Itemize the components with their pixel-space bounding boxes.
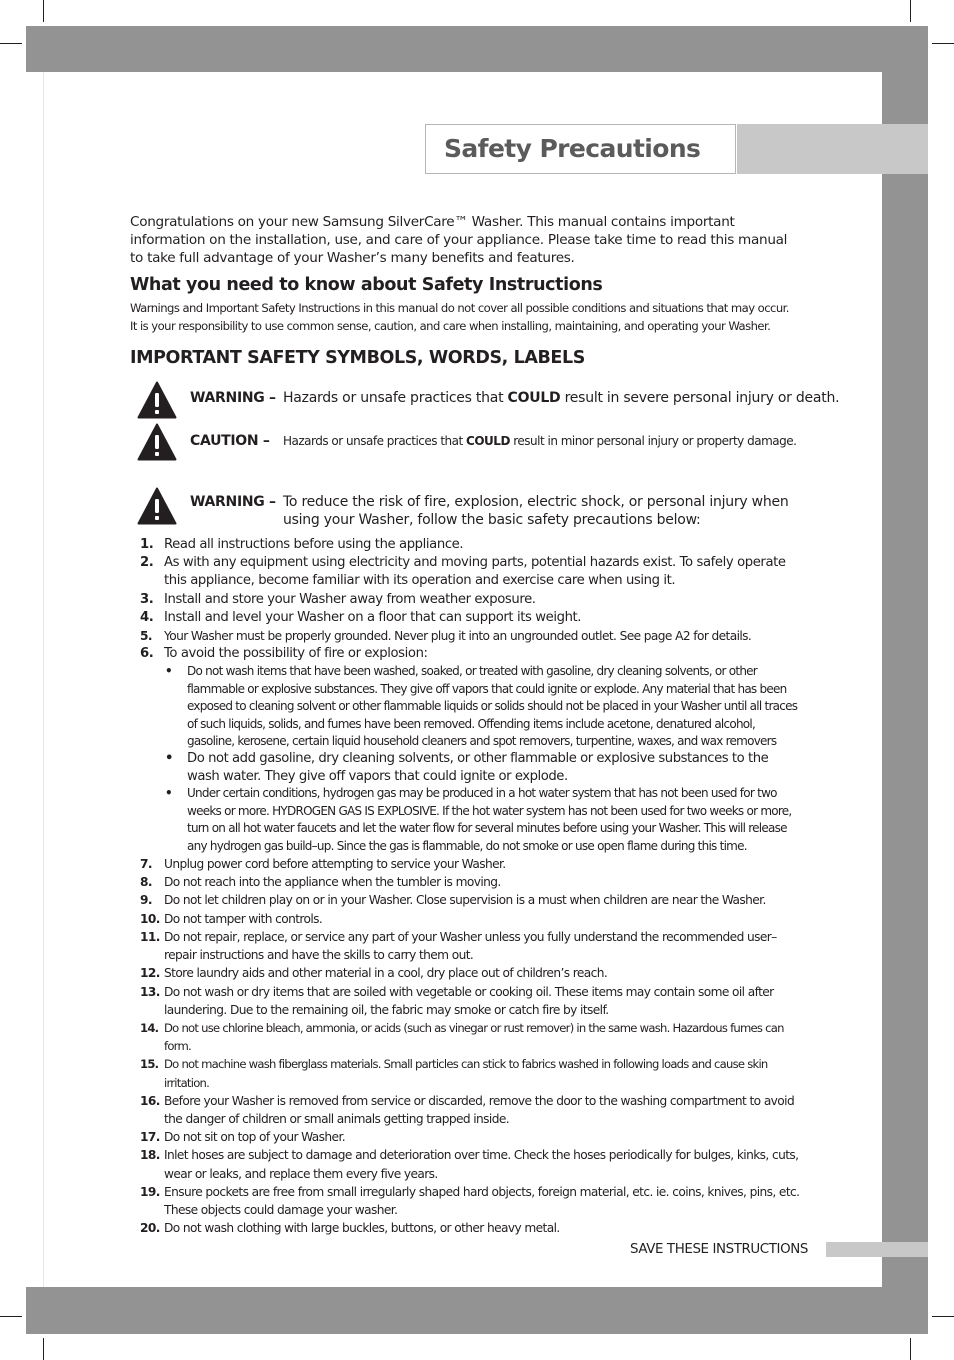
crop-mark <box>932 1316 954 1317</box>
safety-instructions-line-2: It is your responsibility to use common sense, caution, and care when installing, maintaining, and operating your Washer. <box>130 319 771 333</box>
symbol-desc-emphasis: COULD <box>466 434 510 448</box>
item-number: 12. <box>140 966 160 981</box>
safety-precautions-list <box>140 536 800 1237</box>
item-number: 3. <box>140 591 154 607</box>
crop-mark <box>43 1338 44 1360</box>
list-item <box>140 910 800 928</box>
symbol-desc-warning <box>283 390 839 406</box>
bullet-item <box>164 750 800 785</box>
intro-paragraph: Congratulations on your new Samsung SilverCare™ Washer. This manual contains important information on the installation, use, and care of your appliance. Please take time to read this manual to take full advantage of your Washer’s many benefits and features. <box>130 214 788 266</box>
item-text: Your Washer must be properly grounded. Never plug it into an ungrounded outlet. See page A2 for details. <box>164 629 752 644</box>
item-number: 14. <box>140 1020 159 1035</box>
list-item <box>140 1183 800 1219</box>
bullet-icon: • <box>165 786 172 801</box>
item-text: To avoid the possibility of fire or explosion: <box>164 646 428 662</box>
list-item <box>140 1128 800 1146</box>
safety-instructions-line-1: Warnings and Important Safety Instructions in this manual do not cover all possible conditions and situations that may occur. <box>130 301 789 315</box>
list-item <box>140 983 800 1019</box>
item-text: Do not use chlorine bleach, ammonia, or acids (such as vinegar or rust remover) in the same wash. Hazardous fumes can form. <box>164 1020 784 1054</box>
item-text: Unplug power cord before attempting to service your Washer. <box>164 857 506 872</box>
bullet-text: Do not wash items that have been washed, soaked, or treated with gasoline, dry cleaning solvents, or other flammable or explosive substances. They give off vapors that could ignite or explode. Any material that has been exposed to cleaning solvent or other flammable liquids or solids should not be placed in your Washer until all traces of such liquids, solids, and fumes have been removed. Offending items include acetone, denatured alcohol, gasoline, kerosene, certain liquid household cleaners and spot removers, turpentine, waxes, and wax removers <box>187 664 798 749</box>
list-item <box>140 627 800 645</box>
symbol-desc-line: To reduce the risk of fire, explosion, electric shock, or personal injury when <box>283 494 789 510</box>
list-item <box>140 1055 800 1091</box>
item-number: 20. <box>140 1221 160 1236</box>
item-text: Do not wash clothing with large buckles, buttons, or other heavy metal. <box>164 1221 560 1236</box>
warning-triangle-icon <box>137 381 177 419</box>
symbol-desc-emphasis: COULD <box>507 390 561 406</box>
list-item <box>140 591 800 609</box>
footer-bar <box>826 1242 928 1257</box>
symbol-desc-caution <box>283 434 796 448</box>
item-number: 17. <box>140 1130 160 1145</box>
list-item <box>140 891 800 909</box>
crop-mark <box>0 43 22 44</box>
page-frame-right <box>882 26 928 1334</box>
bullet-text: Do not add gasoline, dry cleaning solvents, or other flammable or explosive substances to the wash water. They give off vapors that could ignite or explode. <box>187 751 769 784</box>
item-text: As with any equipment using electricity and moving parts, potential hazards exist. To safely operate this appliance, become familiar with its operation and exercise care when using it. <box>164 555 786 589</box>
item-number: 9. <box>140 893 152 908</box>
item-number: 19. <box>140 1184 160 1199</box>
list-item <box>140 964 800 982</box>
symbol-desc-text: Hazards or unsafe practices that <box>283 434 467 448</box>
bullet-text: Under certain conditions, hydrogen gas may be produced in a hot water system that has not been used for two weeks or more. HYDROGEN GAS IS EXPLOSIVE. If the hot water system has not been used for two weeks or more, turn on all hot water faucets and let the water flow for several minutes before using your Washer. This will release any hydrogen gas build–up. Since the gas is flammable, do not smoke or use open flame during this time. <box>187 786 792 853</box>
fire-explosion-bullets <box>164 663 800 855</box>
item-number: 18. <box>140 1148 160 1163</box>
symbol-desc-text: Hazards or unsafe practices that <box>283 390 508 406</box>
crop-mark <box>43 0 44 22</box>
item-number: 13. <box>140 984 160 999</box>
item-text: Ensure pockets are free from small irregularly shaped hard objects, foreign material, etc. ie. coins, knives, pins, etc. These objects could damage your washer. <box>164 1184 800 1217</box>
symbol-desc-text: result in minor personal injury or property damage. <box>509 434 797 448</box>
crop-mark <box>910 0 911 22</box>
item-text: Install and level your Washer on a floor that can support its weight. <box>164 609 582 625</box>
item-text: Before your Washer is removed from service or discarded, remove the door to the washing compartment to avoid the danger of children or small animals getting trapped inside. <box>164 1093 795 1126</box>
warning-triangle-icon <box>137 423 177 461</box>
item-text: Install and store your Washer away from weather exposure. <box>164 591 536 607</box>
symbol-desc-text: result in severe personal injury or death. <box>560 390 840 406</box>
footer-save-instructions: SAVE THESE INSTRUCTIONS <box>630 1242 808 1257</box>
symbol-desc-line: using your Washer, follow the basic safety precautions below: <box>283 511 701 528</box>
bullet-icon: • <box>165 751 173 767</box>
item-text: Do not sit on top of your Washer. <box>164 1130 346 1145</box>
list-item <box>140 554 800 590</box>
section-heading-symbols: IMPORTANT SAFETY SYMBOLS, WORDS, LABELS <box>130 348 585 368</box>
item-text: Do not reach into the appliance when the tumbler is moving. <box>164 875 501 890</box>
item-number: 10. <box>140 911 160 926</box>
list-item <box>140 1092 800 1128</box>
item-number: 16. <box>140 1093 160 1108</box>
list-item <box>140 645 800 855</box>
item-text: Do not wash or dry items that are soiled with vegetable or cooking oil. These items may contain some oil after laundering. Due to the remaining oil, the fabric may smoke or catch fire by itself. <box>164 984 774 1017</box>
item-number: 5. <box>140 629 152 644</box>
item-text: Do not machine wash fiberglass materials. Small particles can stick to fabrics washed in following loads and cause skin irritation. <box>164 1057 768 1090</box>
bullet-item <box>164 663 800 750</box>
item-number: 2. <box>140 555 154 571</box>
symbol-label-warning: WARNING – <box>190 390 276 406</box>
item-text: Read all instructions before using the appliance. <box>164 537 464 552</box>
crop-mark <box>910 1338 911 1360</box>
item-number: 6. <box>140 646 154 662</box>
symbol-desc-warning-basic <box>283 494 788 529</box>
item-text: Store laundry aids and other material in a cool, dry place out of children’s reach. <box>164 966 608 981</box>
page-margin-line <box>43 72 44 1287</box>
bullet-item <box>164 785 800 855</box>
list-item <box>140 1146 800 1182</box>
item-text: Inlet hoses are subject to damage and deterioration over time. Check the hoses periodically for bulges, kinks, cuts, wear or leaks, and replace them every five years. <box>164 1148 799 1181</box>
title-box <box>425 124 736 174</box>
page-frame-top <box>26 26 928 72</box>
symbol-label-warning-basic: WARNING – <box>190 494 276 510</box>
item-number: 4. <box>140 609 154 625</box>
item-text: Do not repair, replace, or service any part of your Washer unless you fully understand the recommended user–repair instructions and have the skills to carry them out. <box>164 929 777 963</box>
item-number: 1. <box>140 537 154 552</box>
list-item <box>140 609 800 627</box>
bullet-icon: • <box>165 664 172 679</box>
list-item <box>140 928 800 964</box>
item-number: 15. <box>140 1057 159 1072</box>
list-item <box>140 1019 800 1055</box>
warning-triangle-icon <box>137 487 177 525</box>
list-item <box>140 1219 800 1237</box>
item-number: 11. <box>140 929 160 944</box>
list-item <box>140 873 800 891</box>
crop-mark <box>932 43 954 44</box>
item-text: Do not let children play on or in your Washer. Close supervision is a must when children are near the Washer. <box>164 893 766 908</box>
symbol-label-caution: CAUTION – <box>190 433 270 449</box>
crop-mark <box>0 1316 22 1317</box>
page-title: Safety Precautions <box>444 134 701 163</box>
title-tab-fill <box>737 124 928 174</box>
list-item <box>140 536 800 554</box>
safety-instructions-text <box>130 299 789 335</box>
list-item <box>140 855 800 873</box>
item-text: Do not tamper with controls. <box>164 911 323 926</box>
item-number: 8. <box>140 875 152 890</box>
item-number: 7. <box>140 857 152 872</box>
section-heading-safety-instructions: What you need to know about Safety Instructions <box>130 275 603 295</box>
page-frame-bottom <box>26 1287 928 1334</box>
